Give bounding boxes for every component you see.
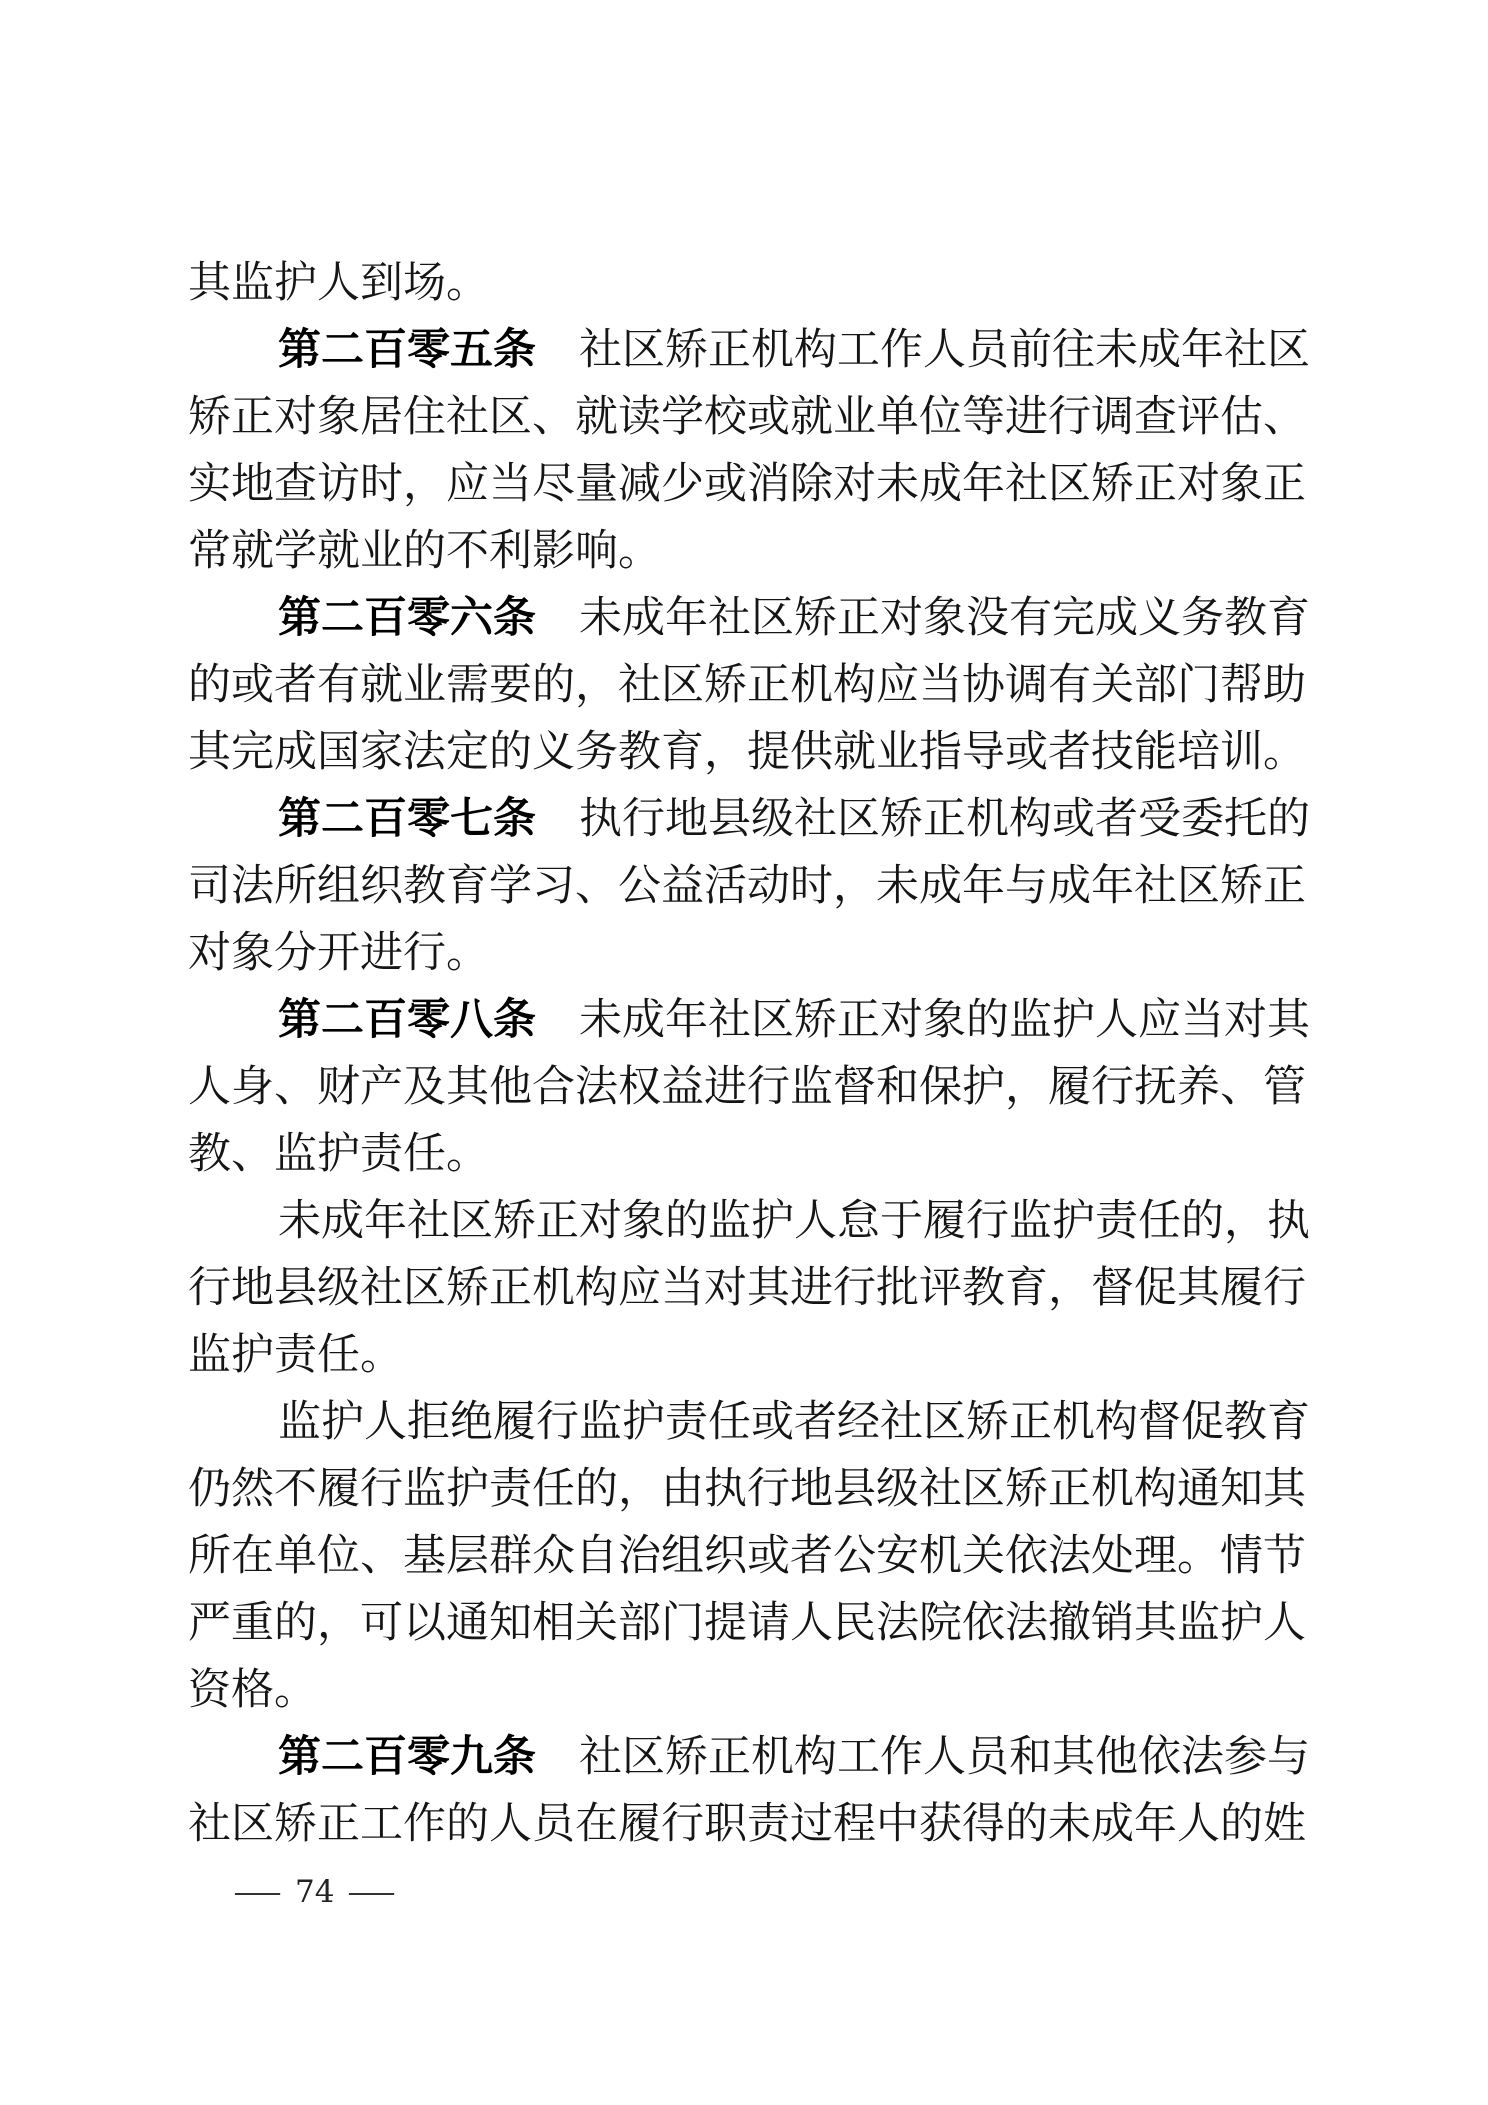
footer-left-dash: —: [232, 1874, 283, 1910]
line-text: 矫正对象居住社区、就读学校或就业单位等进行调查评估、: [188, 392, 1306, 442]
text-line: [188, 719, 1308, 786]
line-text: 人身、财产及其他合法权益进行监督和保护，履行抚养、管: [188, 1062, 1306, 1112]
text-line: [188, 384, 1308, 451]
line-text: 社区矫正机构工作人员前往未成年社区: [579, 325, 1310, 375]
text-line: [188, 1523, 1308, 1590]
text-line: [188, 250, 1308, 317]
page-number-text: 74: [295, 1874, 335, 1910]
article-number: 第二百零六条: [278, 593, 536, 643]
text-line: [188, 1657, 1308, 1724]
text-line: [188, 585, 1308, 652]
line-text: 监护人拒绝履行监护责任或者经社区矫正机构督促教育: [278, 1397, 1310, 1447]
line-text: 司法所组织教育学习、公益活动时，未成年与成年社区矫正: [188, 861, 1306, 911]
line-text: 行地县级社区矫正机构应当对其进行批评教育，督促其履行: [188, 1263, 1306, 1313]
article-number: 第二百零九条: [278, 1732, 536, 1782]
line-text: 实地查访时，应当尽量减少或消除对未成年社区矫正对象正: [188, 459, 1306, 509]
document-body: [188, 250, 1308, 1858]
line-text: 仍然不履行监护责任的，由执行地县级社区矫正机构通知其: [188, 1464, 1306, 1514]
line-text: 教、监护责任。: [188, 1129, 489, 1179]
line-text: 执行地县级社区矫正机构或者受委托的: [579, 794, 1310, 844]
article-number: 第二百零七条: [278, 794, 536, 844]
text-line: [188, 652, 1308, 719]
line-text: 对象分开进行。: [188, 928, 489, 978]
line-text: 的或者有就业需要的，社区矫正机构应当协调有关部门帮助: [188, 660, 1306, 710]
footer-right-dash: —: [347, 1874, 397, 1910]
text-line: [188, 987, 1308, 1054]
page-footer: [220, 1872, 409, 1912]
text-line: [188, 1724, 1308, 1791]
text-line: [188, 1255, 1308, 1322]
text-line: [188, 1054, 1308, 1121]
line-text: 未成年社区矫正对象的监护人怠于履行监护责任的，执: [278, 1196, 1310, 1246]
text-line: [188, 1590, 1308, 1657]
line-text: 其监护人到场。: [188, 258, 489, 308]
line-text: 未成年社区矫正对象的监护人应当对其: [579, 995, 1310, 1045]
line-text: 社区矫正工作的人员在履行职责过程中获得的未成年人的姓: [188, 1799, 1306, 1849]
line-text: 其完成国家法定的义务教育，提供就业指导或者技能培训。: [188, 727, 1306, 777]
text-line: [188, 1389, 1308, 1456]
text-line: [188, 1188, 1308, 1255]
text-line: [188, 317, 1308, 384]
line-text: 所在单位、基层群众自治组织或者公安机关依法处理。情节: [188, 1531, 1306, 1581]
line-text: 常就学就业的不利影响。: [188, 526, 661, 576]
text-line: [188, 853, 1308, 920]
text-line: [188, 1791, 1308, 1858]
text-line: [188, 1456, 1308, 1523]
line-text: 社区矫正机构工作人员和其他依法参与: [579, 1732, 1310, 1782]
text-line: [188, 451, 1308, 518]
article-number: 第二百零八条: [278, 995, 536, 1045]
text-line: [188, 1322, 1308, 1389]
article-number: 第二百零五条: [278, 325, 536, 375]
text-line: [188, 786, 1308, 853]
line-text: 严重的，可以通知相关部门提请人民法院依法撤销其监护人: [188, 1598, 1306, 1648]
line-text: 资格。: [188, 1665, 317, 1715]
line-text: 监护责任。: [188, 1330, 403, 1380]
text-line: [188, 1121, 1308, 1188]
text-line: [188, 920, 1308, 987]
line-text: 未成年社区矫正对象没有完成义务教育: [579, 593, 1310, 643]
text-line: [188, 518, 1308, 585]
